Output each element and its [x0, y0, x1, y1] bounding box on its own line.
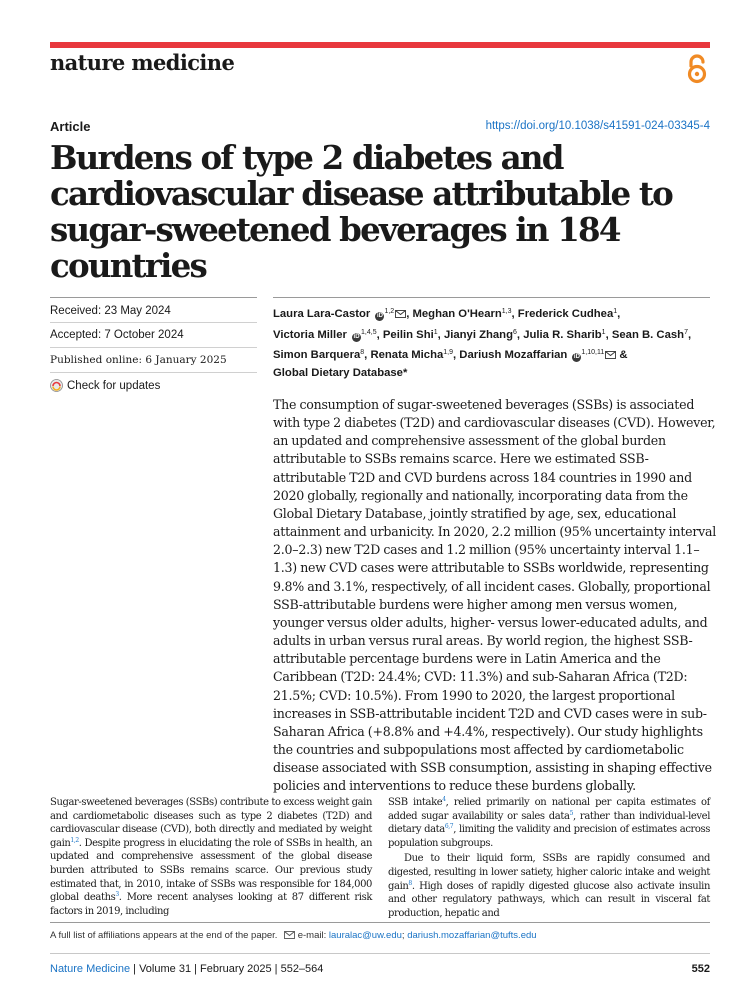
- orcid-icon[interactable]: iD: [376, 313, 383, 319]
- received-date: Received: 23 May 2024: [50, 305, 171, 317]
- author[interactable]: Peilin Shi$^1$: [382, 328, 438, 341]
- open-access-icon: [684, 54, 710, 84]
- footer-volume: Volume 31: [139, 963, 192, 975]
- author[interactable]: Sean B. Cash$^7$: [611, 328, 688, 341]
- authors-divider: [273, 297, 710, 298]
- body-column-2: SSB intake$^4$, relied primarily on national per capita estimates of added sugar availability or sales data$^5$, rather than individual-level dietary data$^{6,7}$, limiting the validity and precision of estimates across population subgroups. Due to their liquid form, SSBs are rapidly consumed and digested, resulting in lower satiety, higher caloric intake and weight gain$^8$. High doses of rapidly digested glucose also activate insulin and other regulatory pathways, which can result in visceral fat production, hepatic and: [388, 796, 710, 919]
- journal-name: nature medicine: [50, 50, 235, 75]
- author[interactable]: Renata Micha$^{1,9}$: [370, 349, 454, 361]
- author-list: Laura Lara-Castor iD$^{1,2}$ , Meghan O'Hearn$^{1,3}$, Frederick Cudhea$^1$, Victoria Miller iD$^{1,4,5}$, Peilin Shi$^1$, Jianyi Zhang$^6$, Julia R. Sharib$^1$, Sean B. Cash$^7$, Simon Barquera$^8$, Renata Micha$^{1,9}$, Dariush Mozaffarian iD$^{1,10,11}$ & Global Dietary Database*: [273, 308, 692, 379]
- author[interactable]: Frederick Cudhea$^1$: [517, 308, 618, 320]
- author-consortium[interactable]: Global Dietary Database*: [273, 366, 408, 379]
- citation-link[interactable]: 8: [408, 879, 412, 887]
- citation-link[interactable]: 1,2: [70, 836, 79, 844]
- affiliations-footnote: A full list of affiliations appears at the end of the paper. e-mail: lauralac@uw.edu; dariush.mozaffarian@tufts.edu: [50, 930, 537, 941]
- check-for-updates-icon: [50, 379, 63, 392]
- meta-separator: [50, 322, 257, 323]
- email-link[interactable]: lauralac@uw.edu: [328, 930, 402, 941]
- author[interactable]: Jianyi Zhang$^6$: [443, 328, 517, 341]
- doi-link[interactable]: https://doi.org/10.1038/s41591-024-03345-4: [485, 120, 710, 132]
- article-title: Burdens of type 2 diabetes and cardiovascular disease attributable to sugar-sweetened beverages in 184 countries: [50, 138, 672, 285]
- email-icon: [284, 931, 295, 939]
- published-date: Published online: 6 January 2025: [50, 354, 227, 366]
- email-icon[interactable]: [395, 310, 406, 318]
- accepted-date: Accepted: 7 October 2024: [50, 329, 184, 341]
- authors-conjunction: &: [619, 349, 628, 361]
- footnote-divider: [50, 922, 710, 923]
- author[interactable]: Laura Lara-Castor iD$^{1,2}$: [273, 308, 406, 320]
- author[interactable]: Meghan O'Hearn$^{1,3}$: [412, 308, 512, 320]
- page-number: 552: [691, 963, 710, 975]
- author[interactable]: Dariush Mozaffarian iD$^{1,10,11}$: [459, 349, 616, 361]
- article-type-label: Article: [50, 119, 91, 134]
- header-accent-bar: [50, 42, 710, 48]
- email-icon[interactable]: [605, 351, 616, 359]
- orcid-icon[interactable]: iD: [573, 354, 580, 360]
- meta-separator: [50, 347, 257, 348]
- author[interactable]: Victoria Miller iD$^{1,4,5}$: [273, 328, 377, 341]
- abstract: The consumption of sugar-sweetened beverages (SSBs) is associated with type 2 diabetes (T2D) and cardiovascular diseases (CVD). However, an updated and comprehensive assessment of the global burden attributable to SSBs remains scarce. Here we estimated SSB-attributable T2D and CVD burdens across 184 countries in 1990 and 2020 globally, regionally and nationally, incorporating data from the Global Dietary Database, jointly stratified by age, sex, educational attainment and urbanicity. In 2020, 2.2 million (95% uncertainty interval 2.0–2.3) new T2D cases and 1.2 million (95% uncertainty interval 1.1–1.3) new CVD cases were attributable to SSBs worldwide, representing 9.8% and 3.1%, respectively, of all incident cases. Globally, proportional SSB-attributable burdens were higher among men versus women, younger versus older adults, higher- versus lower-educated adults, and adults in urban versus rural areas. By world region, the highest SSB-attributable percentage burdens were in Latin America and the Caribbean (T2D: 24.4%; CVD: 11.3%) and sub-Saharan Africa (T2D: 21.5%; CVD: 10.5%). From 1990 to 2020, the largest proportional increases in SSB-attributable incident T2D and CVD cases were in sub-Saharan Africa (+8.8% and +4.4%, respectively). Our study highlights the countries and subpopulations most affected by cardiometabolic disease associated with SSB consumption, assisting in shaping effective policies and interventions to reduce these burdens globally.: [273, 397, 717, 794]
- check-for-updates-button[interactable]: [50, 379, 257, 392]
- footer-pages: 552–564: [280, 963, 324, 975]
- footer-journal-link[interactable]: Nature Medicine: [50, 963, 131, 975]
- body-column-1: Sugar-sweetened beverages (SSBs) contribute to excess weight gain and cardiometabolic diseases such as type 2 diabetes (T2D) and cardiovascular disease (CVD), both directly and mediated by weight gain$^{1,2}$. Despite progress in elucidating the role of SSBs in health, an updated and comprehensive assessment of the global disease burden attributed to SSBs remains scarce. Our previous study estimated that, in 2010, intake of SSBs was responsible for 184,000 global deaths$^3$. More recent analyses looking at 87 different risk factors in 2019, including: [50, 797, 372, 917]
- check-for-updates-label: Check for updates: [67, 379, 161, 392]
- citation-link[interactable]: 6,7: [444, 823, 454, 831]
- meta-separator: [50, 372, 257, 373]
- footer-divider: [50, 953, 710, 954]
- footer-date: February 2025: [200, 963, 272, 975]
- meta-divider: [50, 297, 257, 298]
- author[interactable]: Simon Barquera$^8$: [273, 349, 365, 361]
- orcid-icon[interactable]: iD: [353, 333, 360, 340]
- body-paragraph: Due to their liquid form, SSBs are rapidly consumed and digested, resulting in lower satiety, higher caloric intake and weight gain$^8$. High doses of rapidly digested glucose also activate insulin and other regulatory pathways, which can result in visceral fat production, hepatic and: [388, 853, 710, 919]
- citation-link[interactable]: 5: [569, 809, 573, 817]
- citation-link[interactable]: 3: [115, 891, 119, 899]
- citation-link[interactable]: 4: [442, 796, 446, 803]
- footer-citation: Nature Medicine | Volume 31 | February 2025 | 552–564: [50, 963, 324, 975]
- author[interactable]: Julia R. Sharib$^1$: [523, 328, 606, 341]
- email-link[interactable]: dariush.mozaffarian@tufts.edu: [407, 930, 537, 941]
